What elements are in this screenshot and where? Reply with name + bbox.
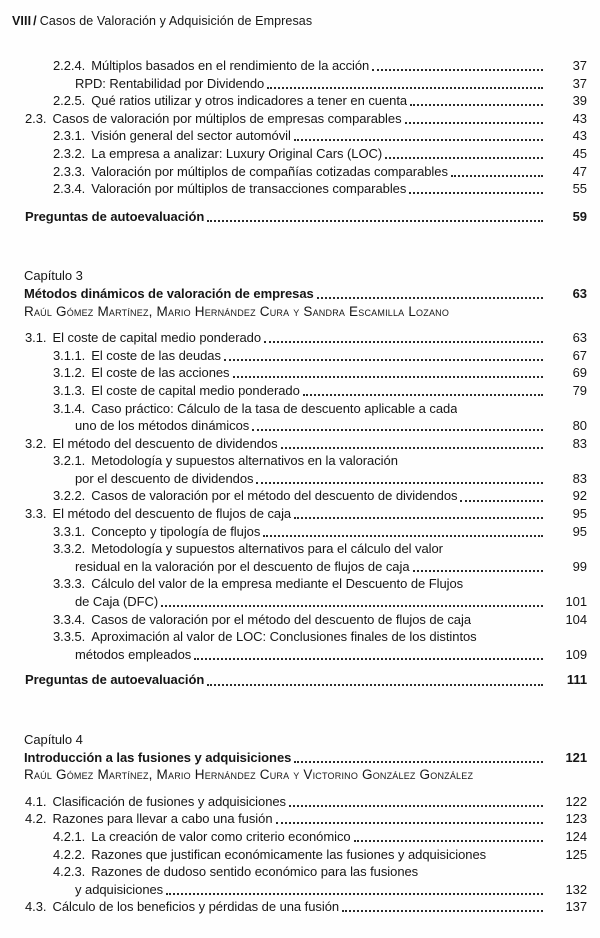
toc-entry bbox=[12, 828, 587, 846]
toc-entry bbox=[12, 793, 587, 811]
dot-leader bbox=[460, 500, 543, 502]
dot-leader bbox=[409, 192, 543, 194]
entry-page-number: 95 bbox=[572, 506, 587, 522]
toc-entry bbox=[12, 593, 587, 611]
dot-leader bbox=[342, 910, 543, 912]
entry-text: El coste de capital medio ponderado bbox=[91, 382, 300, 398]
entry-number: 2.2.4. bbox=[53, 58, 86, 73]
entry-text: Preguntas de autoevaluación bbox=[25, 208, 205, 224]
toc-entry bbox=[12, 417, 587, 435]
dot-leader bbox=[303, 394, 543, 396]
toc-entry bbox=[12, 329, 587, 347]
toc-entry bbox=[12, 364, 587, 382]
entry-number: 3.3.4. bbox=[53, 611, 86, 627]
entry-text: Visión general del sector automóvil bbox=[91, 128, 291, 144]
dot-leader bbox=[161, 605, 543, 607]
toc-entry bbox=[12, 57, 587, 75]
dot-leader bbox=[256, 482, 543, 484]
chapter-title bbox=[12, 285, 587, 303]
dot-leader bbox=[354, 840, 543, 842]
toc-entry bbox=[12, 540, 587, 558]
entry-text: El método del descuento de flujos de caja bbox=[52, 506, 292, 522]
entry-text: residual en la valoración por el descuento de flujos de caja bbox=[75, 558, 410, 574]
entry-page-number: 79 bbox=[572, 382, 587, 398]
toc-entry bbox=[12, 487, 587, 505]
entry-page-number: 92 bbox=[572, 488, 587, 504]
entry-text: uno de los métodos dinámicos bbox=[75, 418, 250, 434]
entry-text: Raúl Gómez Martínez, Mario Hernández Cura y Victorino González González bbox=[24, 767, 474, 783]
entry-number: 3.1.4. bbox=[53, 400, 86, 416]
entry-page-number: 132 bbox=[565, 881, 587, 897]
dot-leader bbox=[166, 893, 543, 895]
entry-page-number: 101 bbox=[565, 594, 587, 610]
dot-leader bbox=[489, 858, 543, 860]
entry-text: El coste de las acciones bbox=[91, 365, 230, 381]
entry-number: 4.2.2. bbox=[53, 846, 86, 862]
entry-number: 2.3.3. bbox=[53, 163, 86, 179]
dot-leader bbox=[294, 761, 543, 763]
entry-text: Metodología y supuestos alternativos en la valoración bbox=[91, 453, 398, 469]
entry-page-number: 80 bbox=[572, 418, 587, 434]
entry-page-number: 63 bbox=[572, 330, 587, 346]
entry-text: Introducción a las fusiones y adquisiciones bbox=[24, 749, 292, 765]
entry-number: 2.3.2. bbox=[53, 145, 86, 161]
entry-page-number: 83 bbox=[572, 470, 587, 486]
entry-number: 3.2.1. bbox=[53, 453, 86, 469]
toc-entry bbox=[12, 452, 587, 470]
dot-leader bbox=[233, 376, 544, 378]
entry-text: El método del descuento de dividendos bbox=[52, 435, 278, 451]
entry-text: Razones para llevar a cabo una fusión bbox=[52, 811, 273, 827]
entry-number: 2.3.4. bbox=[53, 181, 86, 197]
dot-leader bbox=[252, 429, 543, 431]
vertical-gap bbox=[12, 225, 587, 267]
entry-text: Múltiplos basados en el rendimiento de la acción bbox=[91, 58, 370, 73]
toc-entry bbox=[12, 127, 587, 145]
entry-page-number: 45 bbox=[572, 145, 587, 161]
entry-number: 3.1.3. bbox=[53, 382, 86, 398]
entry-number: 3.3.2. bbox=[53, 541, 86, 557]
entry-text: Cálculo del valor de la empresa mediante el Descuento de Flujos bbox=[91, 576, 464, 592]
dot-leader bbox=[294, 517, 543, 519]
entry-text: Capítulo 3 bbox=[24, 268, 83, 284]
entry-page-number: 121 bbox=[565, 749, 587, 765]
entry-text: Aproximación al valor de LOC: Conclusiones finales de los distintos bbox=[91, 629, 477, 645]
toc-entry bbox=[12, 75, 587, 93]
entry-number: 3.3.3. bbox=[53, 576, 86, 592]
toc-entry bbox=[12, 881, 587, 899]
entry-page-number: 95 bbox=[572, 523, 587, 539]
entry-text: La creación de valor como criterio económico bbox=[91, 828, 351, 844]
entry-number: 3.1.2. bbox=[53, 365, 86, 381]
vertical-gap bbox=[12, 784, 587, 793]
dot-leader bbox=[207, 220, 543, 222]
entry-number: 2.3.1. bbox=[53, 128, 86, 144]
entry-text: Concepto y tipología de flujos bbox=[91, 523, 261, 539]
toc-entry bbox=[12, 435, 587, 453]
dot-leader bbox=[194, 658, 543, 660]
toc-entry bbox=[12, 400, 587, 418]
entry-page-number: 67 bbox=[572, 347, 587, 363]
entry-page-number: 59 bbox=[572, 208, 587, 224]
dot-leader bbox=[224, 359, 543, 361]
chapter-label bbox=[12, 267, 587, 285]
toc-entry bbox=[12, 505, 587, 523]
toc-entry bbox=[12, 671, 587, 689]
toc-entry bbox=[12, 611, 587, 629]
entry-page-number: 122 bbox=[565, 793, 587, 809]
toc-entry bbox=[12, 470, 587, 488]
dot-leader bbox=[276, 822, 544, 824]
dot-leader bbox=[281, 447, 543, 449]
entry-page-number: 63 bbox=[572, 285, 587, 301]
entry-text: El coste de capital medio ponderado bbox=[52, 330, 262, 346]
toc-entry bbox=[12, 347, 587, 365]
dot-leader bbox=[405, 122, 543, 124]
entry-text: Valoración por múltiplos de compañías cotizadas comparables bbox=[91, 163, 448, 179]
entry-number: 3.3.5. bbox=[53, 629, 86, 645]
entry-page-number: 43 bbox=[572, 110, 587, 126]
dot-leader bbox=[451, 175, 543, 177]
entry-page-number: 37 bbox=[572, 58, 587, 73]
entry-number: 4.3. bbox=[25, 899, 47, 915]
entry-number: 3.1.1. bbox=[53, 347, 86, 363]
entry-text: Casos de valoración por el método del descuento de flujos de caja bbox=[91, 611, 472, 627]
chapter-title bbox=[12, 749, 587, 767]
entry-page-number: 124 bbox=[565, 828, 587, 844]
entry-text: Caso práctico: Cálculo de la tasa de descuento aplicable a cada bbox=[91, 400, 458, 416]
entry-page-number: 123 bbox=[565, 811, 587, 827]
entry-page-number: 125 bbox=[565, 846, 587, 862]
entry-number: 3.3. bbox=[25, 506, 47, 522]
entry-number: 2.2.5. bbox=[53, 93, 86, 109]
dot-leader bbox=[385, 157, 543, 159]
dot-leader bbox=[474, 623, 543, 625]
entry-text: Metodología y supuestos alternativos para el cálculo del valor bbox=[91, 541, 443, 557]
vertical-gap bbox=[12, 198, 587, 208]
entry-number: 3.2.2. bbox=[53, 488, 86, 504]
toc-entry bbox=[12, 863, 587, 881]
entry-page-number: 55 bbox=[572, 181, 587, 197]
vertical-gap bbox=[12, 663, 587, 671]
entry-number: 4.2. bbox=[25, 811, 47, 827]
entry-number: 2.3. bbox=[25, 110, 47, 126]
toc-entry bbox=[12, 145, 587, 163]
entry-page-number: 109 bbox=[565, 646, 587, 662]
entry-text: El coste de las deudas bbox=[91, 347, 221, 363]
dot-leader bbox=[317, 297, 543, 299]
entry-page-number: 39 bbox=[572, 93, 587, 109]
entry-number: 4.2.3. bbox=[53, 864, 86, 880]
entry-number: 3.1. bbox=[25, 330, 47, 346]
page-header-book-title: Casos de Valoración y Adquisición de Empresas bbox=[39, 14, 313, 28]
entry-text: por el descuento de dividendos bbox=[75, 470, 254, 486]
entry-number: 4.2.1. bbox=[53, 828, 86, 844]
entry-text: Raúl Gómez Martínez, Mario Hernández Cura y Sandra Escamilla Lozano bbox=[24, 303, 450, 319]
entry-page-number: 137 bbox=[565, 899, 587, 915]
entry-number: 4.1. bbox=[25, 793, 47, 809]
entry-text: Preguntas de autoevaluación bbox=[25, 672, 205, 688]
page-header-separator: / bbox=[33, 14, 37, 28]
dot-leader bbox=[289, 805, 543, 807]
entry-text: Razones que justifican económicamente las fusiones y adquisiciones bbox=[91, 846, 487, 862]
entry-page-number: 47 bbox=[572, 163, 587, 179]
entry-text: y adquisiciones bbox=[75, 881, 164, 897]
vertical-gap bbox=[12, 689, 587, 731]
dot-leader bbox=[372, 69, 543, 71]
toc-entry bbox=[12, 163, 587, 181]
dot-leader bbox=[207, 684, 543, 686]
entry-page-number: 83 bbox=[572, 435, 587, 451]
entry-text: Clasificación de fusiones y adquisiciones bbox=[52, 793, 287, 809]
toc-entry bbox=[12, 208, 587, 226]
vertical-gap bbox=[12, 320, 587, 329]
toc-entry bbox=[12, 558, 587, 576]
chapter-authors bbox=[12, 303, 587, 321]
entry-number: 3.2. bbox=[25, 435, 47, 451]
entry-page-number: 43 bbox=[572, 128, 587, 144]
page-header-number: VIII bbox=[12, 14, 32, 28]
toc-entry bbox=[12, 523, 587, 541]
toc-entry bbox=[12, 628, 587, 646]
entry-text: de Caja (DFC) bbox=[75, 594, 159, 610]
chapter-authors bbox=[12, 766, 587, 784]
entry-text: Cálculo de los beneficios y pérdidas de una fusión bbox=[52, 899, 340, 915]
dot-leader bbox=[413, 570, 544, 572]
entry-text: Casos de valoración por el método del descuento de dividendos bbox=[91, 488, 458, 504]
dot-leader bbox=[263, 535, 543, 537]
dot-leader bbox=[267, 87, 543, 89]
toc-entry bbox=[12, 646, 587, 664]
entry-text: RPD: Rentabilidad por Dividendo bbox=[75, 75, 265, 91]
entry-text: Casos de valoración por múltiplos de empresas comparables bbox=[52, 110, 402, 126]
entry-text: Razones de dudoso sentido económico para las fusiones bbox=[91, 864, 419, 880]
entry-page-number: 69 bbox=[572, 365, 587, 381]
toc-entry bbox=[12, 846, 587, 864]
entry-page-number: 104 bbox=[565, 611, 587, 627]
toc-entry bbox=[12, 180, 587, 198]
toc-entry bbox=[12, 898, 587, 916]
toc-entry bbox=[12, 92, 587, 110]
page-header bbox=[12, 14, 587, 29]
entry-text: Capítulo 4 bbox=[24, 732, 83, 747]
toc-entry bbox=[12, 810, 587, 828]
entry-page-number: 37 bbox=[572, 75, 587, 91]
entry-text: La empresa a analizar: Luxury Original Cars (LOC) bbox=[91, 145, 383, 161]
entry-text: Métodos dinámicos de valoración de empresas bbox=[24, 285, 314, 301]
dot-leader bbox=[294, 139, 543, 141]
entry-text: métodos empleados bbox=[75, 646, 192, 662]
entry-text: Qué ratios utilizar y otros indicadores a tener en cuenta bbox=[91, 93, 408, 109]
dot-leader bbox=[264, 341, 543, 343]
entry-text: Valoración por múltiplos de transacciones comparables bbox=[91, 181, 407, 197]
chapter-label bbox=[12, 731, 587, 749]
entry-page-number: 99 bbox=[572, 558, 587, 574]
entry-page-number: 111 bbox=[566, 672, 587, 688]
toc-entry bbox=[12, 382, 587, 400]
table-of-contents bbox=[12, 57, 587, 916]
dot-leader bbox=[410, 104, 543, 106]
toc-entry bbox=[12, 110, 587, 128]
entry-number: 3.3.1. bbox=[53, 523, 86, 539]
toc-entry bbox=[12, 575, 587, 593]
